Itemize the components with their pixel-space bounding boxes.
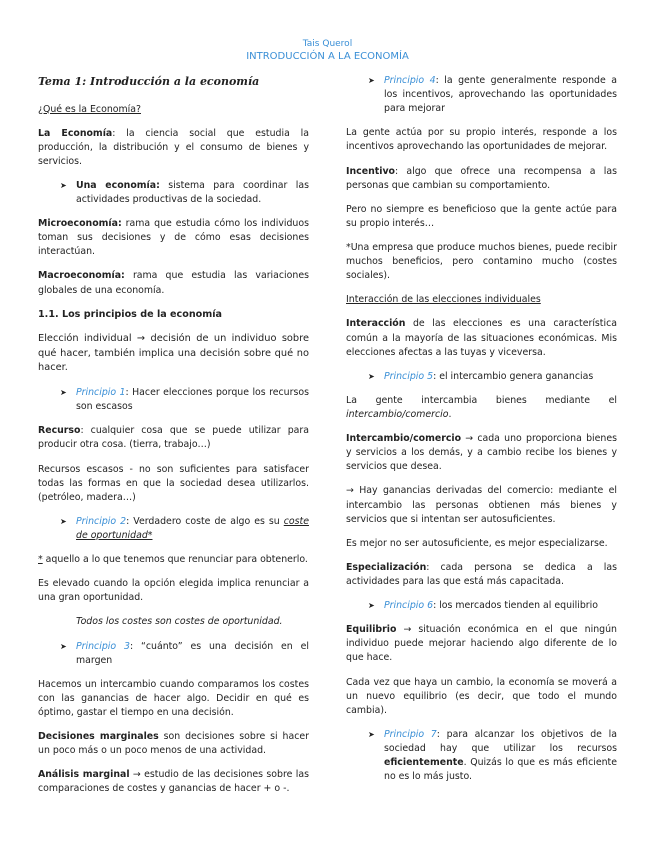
elevated-cost: Es elevado cuando la opción elegida implica renunciar a una gran oportunidad. (38, 578, 309, 604)
not-always-beneficial: Pero no siempre es beneficioso que la gente actúe para su propio interés… (346, 203, 617, 229)
arrow-bullet-icon: ➤ (368, 371, 375, 381)
opportunity-cost-note: * aquello a lo que tenemos que renunciar para obtenerlo. (38, 554, 308, 566)
arrow-bullet-icon: ➤ (60, 180, 67, 190)
principle-4: ➤ Principio 4: la gente generalmente responde a los incentivos, aprovechando las oportunidades para mejorar (368, 74, 617, 116)
principle-2: ➤ Principio 2: Verdadero coste de algo es su coste de oportunidad* (60, 515, 309, 543)
principle-5: ➤ Principio 5: el intercambio genera ganancias (368, 370, 617, 384)
arrow-bullet-icon: ➤ (60, 388, 67, 398)
arrow-bullet-icon: ➤ (368, 601, 375, 611)
economy-definition: La Economía: la ciencia social que estudia la producción, la distribución y el consumo de bienes y servicios. (38, 127, 310, 167)
trade-off: Hacemos un intercambio cuando comparamos los costes con las ganancias de hacer algo. Decidir en qué es óptimo, gastar el tiempo en una decisión. (38, 678, 309, 719)
interaction-heading: Interacción de las elecciones individuales (346, 294, 541, 306)
section-heading: 1.1. Los principios de la economía (38, 308, 223, 320)
principle-3: ➤ Principio 3: “cuánto” es una decisión en el margen (60, 640, 309, 668)
specialize-better: Es mejor no ser autosuficiente, es mejor especializarse. (346, 537, 608, 549)
marginal-analysis: Análisis marginal → estudio de las decisiones sobre las comparaciones de costes y ganancias de hacer + o -. (38, 769, 309, 795)
subject-title: INTRODUCCIÓN A LA ECONOMÍA (246, 51, 409, 62)
commerce-definition: Intercambio/comercio → cada uno proporciona bienes y servicios a los demás, y a cambio recibe los bienes y servicios que desea. (346, 433, 617, 473)
question-heading: ¿Qué es la Economía? (38, 103, 141, 115)
company-example: *Una empresa que produce muchos bienes, puede recibir muchos beneficios, pero contamino mucho (costes sociales). (346, 241, 617, 282)
topic-title: Tema 1: Introducción a la economía (38, 75, 260, 88)
resource-definition: Recurso: cualquier cosa que se puede utilizar para producir otra cosa. (tierra, trabajo…) (38, 425, 309, 451)
bullet-economy: ➤ Una economía: sistema para coordinar las actividades productivas de la sociedad. (60, 179, 309, 207)
arrow-bullet-icon: ➤ (60, 641, 67, 651)
arrow-bullet-icon: ➤ (368, 76, 375, 85)
interaction-definition: Interacción de las elecciones es una característica común a la mayoría de las situaciones económicas. Mis elecciones afectas a las tuyas y viceversa. (346, 318, 617, 358)
macro-definition: Macroeconomía: rama que estudia las variaciones globales de una economía. (38, 270, 309, 296)
people-trade: La gente intercambia bienes mediante el intercambio/comercio. (346, 394, 617, 420)
all-costs-note: Todos los costes son costes de oportunidad. (76, 616, 283, 628)
principle-6: ➤ Principio 6: los mercados tienden al equilibrio (368, 599, 617, 613)
right-column (346, 74, 617, 794)
self-interest: La gente actúa por su propio interés, responde a los incentivos aprovechando las oportunidades de mejorar. (346, 127, 617, 153)
marginal-decisions: Decisiones marginales son decisiones sobre si hacer un poco más o un poco menos de una actividad. (38, 731, 309, 757)
left-column (38, 74, 309, 807)
principle-1: ➤ Principio 1: Hacer elecciones porque los recursos son escasos (60, 386, 309, 414)
individual-choice: Elección individual → decisión de un individuo sobre qué hacer, también implica una decisión sobre qué no hacer. (38, 333, 309, 374)
specialization-definition: Especialización: cada persona se dedica a las actividades para las que está más capacitada. (346, 561, 617, 587)
scarce-resources: Recursos escasos - no son suficientes para satisfacer todas las formas en que la sociedad desea utilizarlos. (petróleo, madera…) (38, 463, 309, 503)
gains-from-trade: → Hay ganancias derivadas del comercio: mediante el intercambio las personas obtienen más bienes y servicios que si intentan ser autosuficientes. (346, 485, 617, 525)
arrow-bullet-icon: ➤ (60, 516, 67, 526)
micro-definition: Microeconomía: rama que estudia cómo los individuos toman sus decisiones y de cómo esas decisiones interactúan. (38, 218, 309, 258)
arrow-bullet-icon: ➤ (368, 729, 375, 739)
equilibrium-definition: Equilibrio → situación económica en el que ningún individuo puede mejorar haciendo algo diferente de lo que hace. (346, 624, 617, 664)
incentive-definition: Incentivo: algo que ofrece una recompensa a las personas que cambian su comportamiento. (346, 165, 617, 191)
new-equilibrium: Cada vez que haya un cambio, la economía se moverá a un nuevo equilibrio (es decir, que todo el mundo cambia). (346, 676, 617, 716)
author-name: Tais Querol (302, 39, 353, 49)
principle-7: ➤ Principio 7: para alcanzar los objetivos de la sociedad hay que utilizar los recursos eficientemente. Quizás lo que es más eficiente no es lo más justo. (368, 728, 617, 784)
page-header (0, 38, 655, 63)
